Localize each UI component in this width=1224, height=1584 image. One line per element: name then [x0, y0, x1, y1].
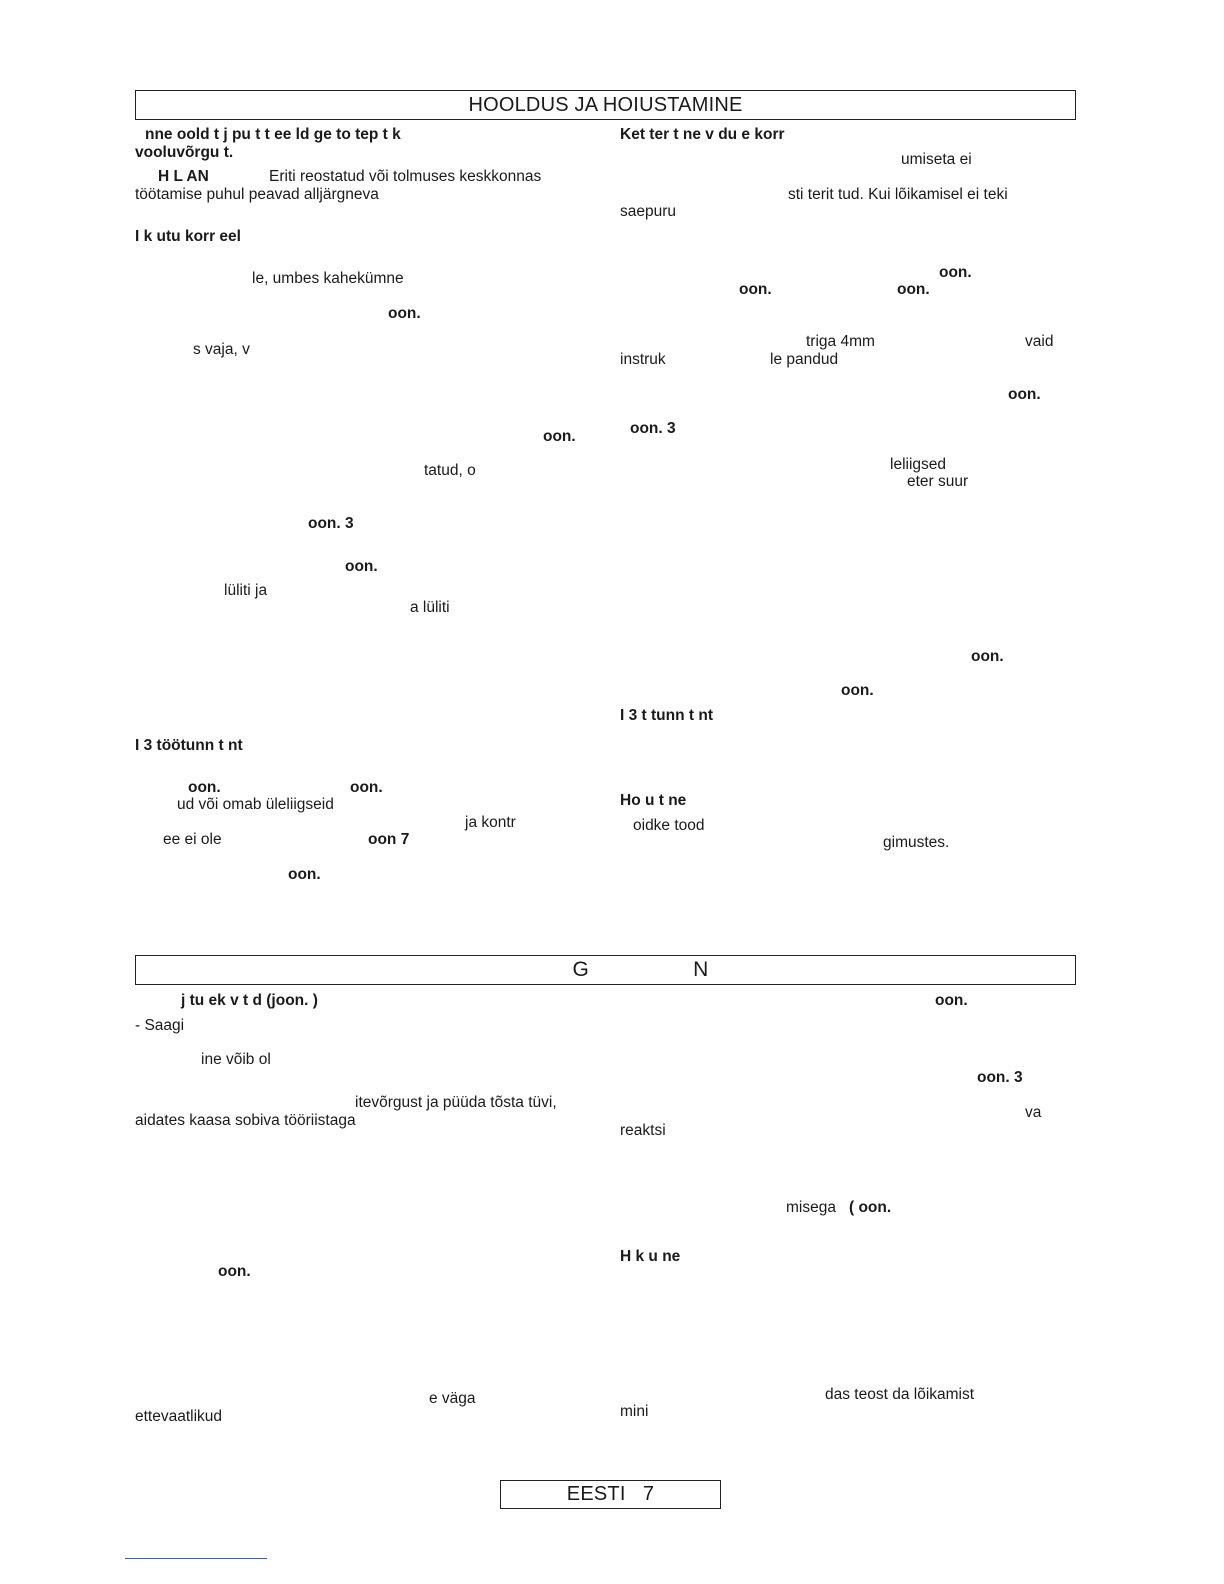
maint-right-line-5: oon.	[739, 281, 772, 298]
maint-left-line-4: töötamise puhul peavad alljärgneva	[135, 186, 379, 203]
maint-right-line-12: oon. 3	[630, 420, 676, 437]
maint-right-line-17: I 3 t tunn t nt	[620, 707, 713, 724]
page-footer-label	[500, 1480, 721, 1509]
second-left-line-2: ine võib ol	[201, 1051, 271, 1068]
maint-right-line-8: vaid	[1025, 333, 1054, 350]
second-left-line-0: j tu ek v t d (joon. )	[181, 992, 318, 1009]
maint-left-line-19: ja kontr	[465, 814, 516, 831]
maint-left-line-18: ud või omab üleliigseid	[177, 796, 334, 813]
maint-right-line-0: Ket ter t ne v du e korr	[620, 126, 785, 143]
maint-left-line-11: oon. 3	[308, 515, 354, 532]
maint-left-line-10: tatud, o	[424, 462, 476, 479]
second-right-line-3: reaktsi	[620, 1122, 666, 1139]
maint-right-line-3: saepuru	[620, 203, 677, 220]
second-left-line-5: oon.	[218, 1263, 251, 1280]
maint-left-line-15: I 3 töötunn t nt	[135, 737, 243, 754]
second-right-line-2: va	[1025, 1104, 1042, 1121]
footnote-rule	[125, 1558, 267, 1559]
second-right-line-0: oon.	[935, 992, 968, 1009]
second-right-line-4: misega	[786, 1199, 836, 1216]
maint-left-line-21: oon 7	[368, 831, 410, 848]
maint-left-line-20: ee ei ole	[163, 831, 222, 848]
second-left-line-6: e väga	[429, 1390, 476, 1407]
maint-left-line-16: oon.	[188, 779, 221, 796]
maint-right-line-4: oon.	[939, 264, 972, 281]
section-title-second-a: G	[572, 958, 590, 981]
second-right-line-1: oon. 3	[977, 1069, 1023, 1086]
maint-right-line-19: oidke tood	[633, 817, 705, 834]
maint-right-line-14: eter suur	[907, 473, 969, 490]
maint-right-line-2: sti terit tud. Kui lõikamisel ei teki	[788, 186, 1008, 203]
maint-right-line-10: le pandud	[770, 351, 839, 368]
section-title-second-b: N	[693, 958, 709, 981]
maint-right-line-15: oon.	[971, 648, 1004, 665]
section-title-maintenance-text: HOOLDUS JA HOIUSTAMINE	[468, 93, 743, 116]
maint-right-line-13: leliigsed	[890, 456, 947, 473]
second-right-line-7: das teost da lõikamist	[825, 1386, 975, 1403]
second-left-line-4: aidates kaasa sobiva tööriistaga	[135, 1112, 356, 1129]
page-footer-text: EESTI 7	[566, 1483, 655, 1505]
maint-left-line-3: Eriti reostatud või tolmuses keskkonnas	[269, 168, 542, 185]
maint-left-line-14: a lüliti	[410, 599, 450, 616]
maint-left-line-8: s vaja, v	[193, 341, 250, 358]
section-title-second	[135, 955, 1076, 985]
maint-right-line-11: oon.	[1008, 386, 1041, 403]
second-left-line-1: - Saagi	[135, 1017, 185, 1034]
section-title-maintenance	[135, 90, 1076, 120]
maint-left-line-0: nne oold t j pu t t ee ld ge to tep t k	[145, 126, 401, 143]
maint-left-line-2: H L AN	[158, 168, 209, 185]
second-right-line-5: ( oon.	[849, 1199, 892, 1216]
maint-right-line-16: oon.	[841, 682, 874, 699]
maint-left-line-17: oon.	[350, 779, 383, 796]
maint-left-line-6: le, umbes kahekümne	[252, 270, 404, 287]
maint-left-line-9: oon.	[543, 428, 576, 445]
maint-left-line-1: vooluvõrgu t.	[135, 144, 234, 161]
maint-left-line-5: I k utu korr eel	[135, 228, 241, 245]
maint-right-line-20: gimustes.	[883, 834, 950, 851]
maint-right-line-1: umiseta ei	[901, 151, 972, 168]
second-left-line-3: itevõrgust ja püüda tõsta tüvi,	[355, 1094, 557, 1111]
maint-right-line-9: instruk	[620, 351, 666, 368]
maint-left-line-12: oon.	[345, 558, 378, 575]
second-right-line-8: mini	[620, 1403, 649, 1420]
maint-left-line-22: oon.	[288, 866, 321, 883]
maint-right-line-18: Ho u t ne	[620, 792, 687, 809]
maint-right-line-6: oon.	[897, 281, 930, 298]
second-right-line-6: H k u ne	[620, 1248, 681, 1265]
maint-left-line-13: lüliti ja	[224, 582, 268, 599]
maint-right-line-7: triga 4mm	[806, 333, 875, 350]
second-left-line-7: ettevaatlikud	[135, 1408, 223, 1425]
maint-left-line-7: oon.	[388, 305, 421, 322]
